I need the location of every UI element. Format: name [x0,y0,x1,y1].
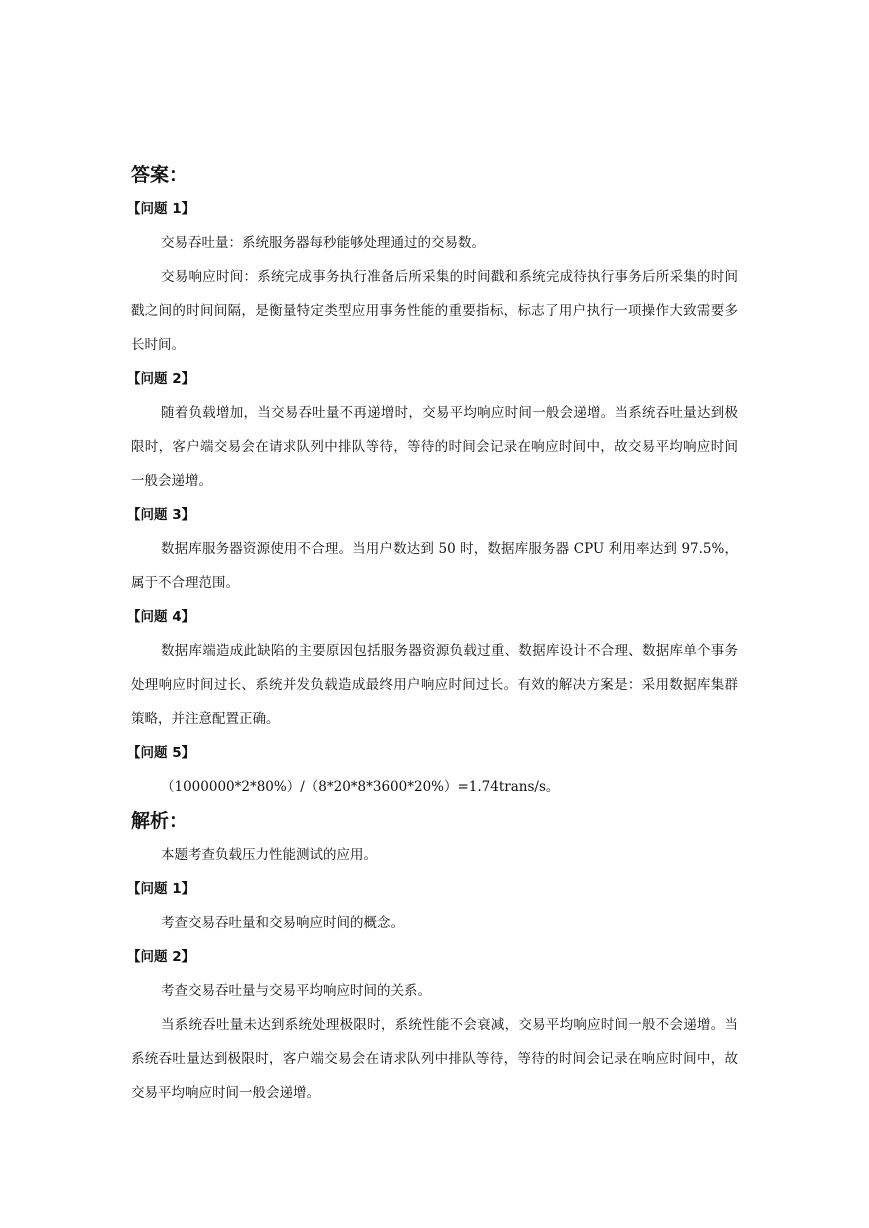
analysis-q1-para-1: 考查交易吞吐量和交易响应时间的概念。 [161,915,404,931]
answer-q5-title: 【问题 5】 [127,745,196,761]
analysis-q2-para-2: 当系统吞吐量未达到系统处理极限时，系统性能不会衰减，交易平均响应时间一般不会递增。当系统吞吐量达到极限时，客户端交易会在请求队列中排队等待，等待的时间会记录在响应时间中，故交易平均响应时间一般会递增。 [131,1017,738,1101]
answer-q2-title: 【问题 2】 [127,371,196,387]
answer-q2-para-1: 随着负载增加，当交易吞吐量不再递增时，交易平均响应时间一般会递增。当系统吞吐量达到极限时，客户端交易会在请求队列中排队等待，等待的时间会记录在响应时间中，故交易平均响应时间一般会递增。 [131,405,738,489]
analysis-intro: 本题考查负载压力性能测试的应用。 [161,847,377,863]
document-page [127,158,738,1110]
answer-q1-para-2: 交易响应时间：系统完成事务执行准备后所采集的时间戳和系统完成待执行事务后所采集的时间戳之间的时间间隔，是衡量特定类型应用事务性能的重要指标，标志了用户执行一项操作大致需要多长时间。 [131,269,738,353]
answer-q4-para-1: 数据库端造成此缺陷的主要原因包括服务器资源负载过重、数据库设计不合理、数据库单个事务处理响应时间过长、系统并发负载造成最终用户响应时间过长。有效的解决方案是：采用数据库集群策略，并注意配置正确。 [131,643,738,727]
analysis-q2-title: 【问题 2】 [127,949,196,965]
answer-q1-title: 【问题 1】 [127,201,196,217]
analysis-heading: 解析： [131,810,189,832]
answer-q4-title: 【问题 4】 [127,609,196,625]
answer-heading: 答案： [131,164,189,186]
answer-q1-para-1: 交易吞吐量：系统服务器每秒能够处理通过的交易数。 [161,235,485,251]
answer-q3-title: 【问题 3】 [127,507,196,523]
answer-q3-para-1: 数据库服务器资源使用不合理。当用户数达到 50 时，数据库服务器 CPU 利用率达到 97.5%，属于不合理范围。 [131,541,738,591]
analysis-q2-para-1: 考查交易吞吐量与交易平均响应时间的关系。 [161,983,431,999]
analysis-q1-title: 【问题 1】 [127,881,196,897]
answer-q5-formula: （1000000*2*80%）/（8*20*8*3600*20%）=1.74trans/s。 [161,779,560,795]
